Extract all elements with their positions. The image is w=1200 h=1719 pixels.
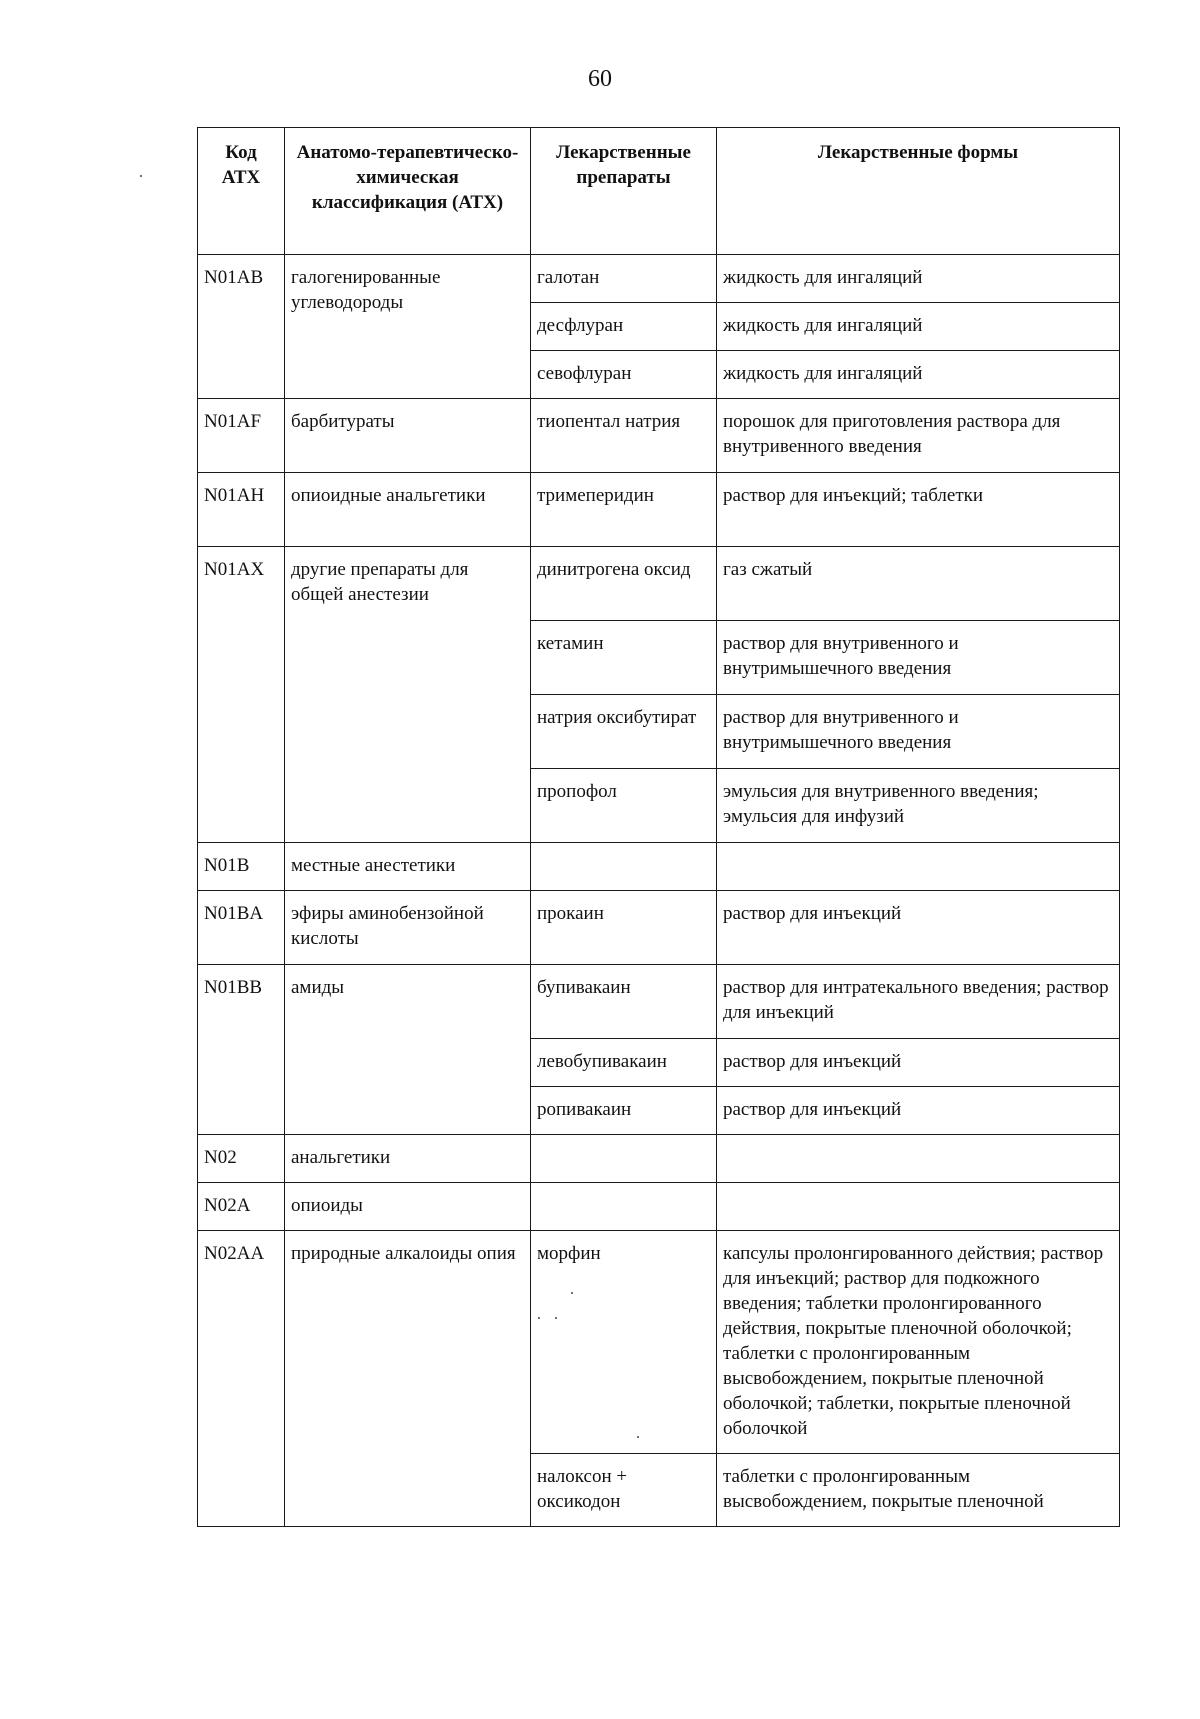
dosage-form: раствор для внутривенного и внутримышечного введения (717, 621, 1120, 695)
atc-code: N02 (198, 1135, 285, 1183)
dosage-form: раствор для инъекций (717, 891, 1120, 965)
drug-name: десфлуран (531, 303, 717, 351)
atc-group: опиоиды (285, 1183, 531, 1231)
dosage-form: раствор для внутривенного и внутримышечного введения (717, 695, 1120, 769)
drug-name: галотан (531, 255, 717, 303)
table-row (198, 255, 1120, 303)
atc-code: N02AA (198, 1231, 285, 1527)
atc-code: N02A (198, 1183, 285, 1231)
atc-code: N01BB (198, 965, 285, 1135)
dosage-form: капсулы пролонгированного действия; раствор для инъекций; раствор для подкожного введения; таблетки пролонгированного действия, покрытые пленочной оболочкой; таблетки с пролонгированным высвобождением, покрытые пленочной оболочкой; таблетки, покрытые пленочной оболочкой (717, 1231, 1120, 1454)
drug-name: левобупивакаин (531, 1039, 717, 1087)
table-row (198, 843, 1120, 891)
table-row (198, 399, 1120, 473)
atc-code: N01AH (198, 473, 285, 547)
header-classification: Анатомо-терапевтическо-химическая классификация (АТХ) (285, 128, 531, 255)
dosage-form: раствор для инъекций (717, 1039, 1120, 1087)
header-code: Код АТХ (198, 128, 285, 255)
header-drugs: Лекарственные препараты (531, 128, 717, 255)
page-number: 60 (588, 66, 612, 92)
table-header-row (198, 128, 1120, 255)
atc-code: N01B (198, 843, 285, 891)
drug-name: бупивакаин (531, 965, 717, 1039)
dosage-form: жидкость для ингаляций (717, 351, 1120, 399)
atc-group: амиды (285, 965, 531, 1135)
drug-name: прокаин (531, 891, 717, 965)
drug-name (531, 843, 717, 891)
drug-name: пропофол (531, 769, 717, 843)
dosage-form: порошок для приготовления раствора для внутривенного введения (717, 399, 1120, 473)
dosage-form: жидкость для ингаляций (717, 303, 1120, 351)
drug-name: кетамин (531, 621, 717, 695)
dosage-form (717, 1135, 1120, 1183)
scan-speck (140, 175, 142, 177)
drug-name (531, 1135, 717, 1183)
drug-name: натрия оксибутират (531, 695, 717, 769)
atc-group: природные алкалоиды опия (285, 1231, 531, 1527)
atc-code: N01BA (198, 891, 285, 965)
dosage-form: раствор для инъекций (717, 1087, 1120, 1135)
atc-group: анальгетики (285, 1135, 531, 1183)
table-row (198, 1135, 1120, 1183)
dosage-form: газ сжатый (717, 547, 1120, 621)
table-row (198, 1231, 1120, 1454)
dosage-form: раствор для интратекального введения; раствор для инъекций (717, 965, 1120, 1039)
table-row (198, 473, 1120, 547)
dosage-form (717, 843, 1120, 891)
drug-name: тиопентал натрия (531, 399, 717, 473)
atc-group: барбитураты (285, 399, 531, 473)
atc-group: местные анестетики (285, 843, 531, 891)
atc-group: опиоидные анальгетики (285, 473, 531, 547)
dosage-form (717, 1183, 1120, 1231)
dosage-form: раствор для инъекций; таблетки (717, 473, 1120, 547)
table-row (198, 891, 1120, 965)
atc-code: N01AX (198, 547, 285, 843)
atc-code: N01AF (198, 399, 285, 473)
table-row (198, 1183, 1120, 1231)
drug-name: ропивакаин (531, 1087, 717, 1135)
atc-table (197, 127, 1120, 1527)
atc-group: эфиры аминобензойной кислоты (285, 891, 531, 965)
dosage-form: таблетки с пролонгированным высвобождением, покрытые пленочной (717, 1454, 1120, 1527)
drug-name: севофлуран (531, 351, 717, 399)
atc-code: N01AB (198, 255, 285, 399)
drug-name: морфин (531, 1231, 717, 1454)
drug-name: налоксон + оксикодон (531, 1454, 717, 1527)
dosage-form: жидкость для ингаляций (717, 255, 1120, 303)
dosage-form: эмульсия для внутривенного введения; эмульсия для инфузий (717, 769, 1120, 843)
atc-group: другие препараты для общей анестезии (285, 547, 531, 843)
drug-name (531, 1183, 717, 1231)
table-row (198, 965, 1120, 1039)
atc-group: галогенированные углеводороды (285, 255, 531, 399)
table-row (198, 547, 1120, 621)
header-forms: Лекарственные формы (717, 128, 1120, 255)
drug-name: тримеперидин (531, 473, 717, 547)
drug-name: динитрогена оксид (531, 547, 717, 621)
